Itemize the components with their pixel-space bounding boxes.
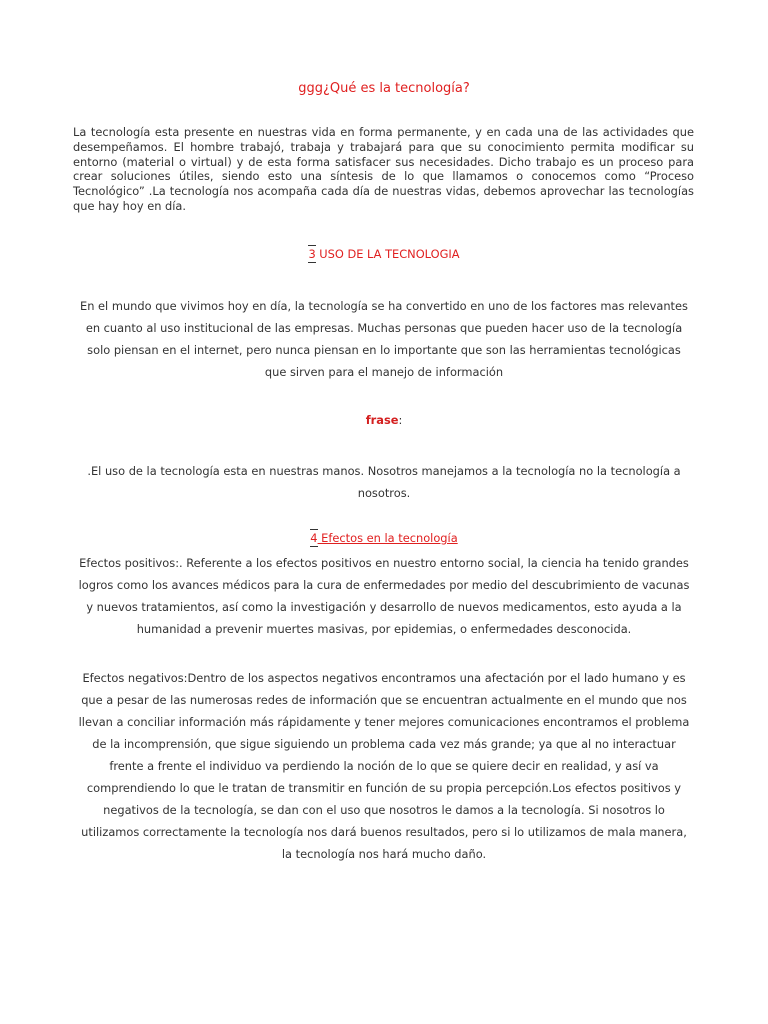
document-title: ggg¿Qué es la tecnología? (298, 81, 470, 96)
section-4-title: Efectos en la tecnología (317, 531, 458, 545)
positive-effects-paragraph: Efectos positivos:. Referente a los efectos positivos en nuestro entorno social, la ciencia ha tenido grandes logros como los avances médicos para la cura de enfermedades por medio del descubrimiento de vacunas y nuevos tratamientos, así como la investigación y desarrollo de nuevos medicamentos, esto ayuda a la humanidad a prevenir muertes masivas, por epidemias, o enfermedades desconocida. (78, 556, 690, 636)
section-3-heading (0, 247, 768, 261)
section-4-number: 4 (310, 531, 318, 545)
frase-label: frase (365, 413, 399, 427)
section-3-title: USO DE LA TECNOLOGIA (315, 247, 460, 261)
section-4-heading (0, 531, 768, 545)
frase-text: .El uso de la tecnología esta en nuestras manos. Nosotros manejamos a la tecnología no la tecnología a nosotros. (87, 464, 681, 500)
section-3-paragraph: En el mundo que vivimos hoy en día, la tecnología se ha convertido en uno de los factores mas relevantes en cuanto al uso institucional de las empresas. Muchas personas que pueden hacer uso de la tecnología solo piensan en el internet, pero nunca piensan en lo importante que son las herramientas tecnológicas que sirven para el manejo de información (80, 299, 688, 379)
frase-heading (0, 413, 768, 427)
section-3-number: 3 (308, 247, 316, 261)
frase-colon: : (398, 413, 403, 427)
negative-effects-paragraph: Efectos negativos:Dentro de los aspectos negativos encontramos una afectación por el lado humano y es que a pesar de las numerosas redes de información que se encuentran actualmente en el mundo que nos llevan a conciliar información más rápidamente y tener mejores comunicaciones encontramos el problema de la incomprensión, que sigue siguiendo un problema cada vez más grande; ya que al no interactuar frente a frente el individuo va perdiendo la noción de lo que se quiere decir en realidad, y así va comprendiendo lo que le tratan de transmitir en función de su propia percepción.Los efectos positivos y negativos de la tecnología, se dan con el uso que nosotros le damos a la tecnología. Si nosotros lo utilizamos correctamente la tecnología nos dará buenos resultados, pero si lo utilizamos de mala manera, la tecnología nos hará mucho daño. (78, 671, 690, 861)
intro-paragraph: La tecnología esta presente en nuestras vida en forma permanente, y en cada una de las actividades que desempeñamos. El hombre trabajó, trabaja y trabajará para que su conocimiento permita modificar su entorno (material o virtual) y de esta forma satisfacer sus necesidades. Dicho trabajo es un proceso para crear soluciones útiles, siendo esto una síntesis de lo que llamamos o conocemos como “Proceso Tecnológico” .La tecnología nos acompaña cada día de nuestras vidas, debemos aprovechar las tecnologías que hay hoy en día. (73, 125, 694, 213)
